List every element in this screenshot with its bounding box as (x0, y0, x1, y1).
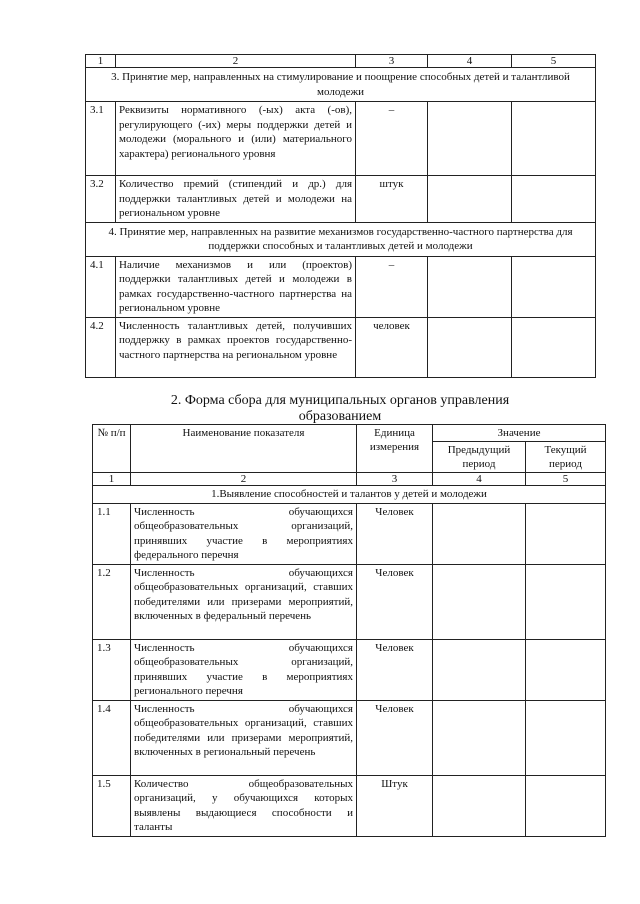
indicators-table-regional (85, 54, 596, 378)
row-number: 4.2 (86, 317, 116, 377)
indicator-name: Численность обучающихся общеобразовательных организаций, ставших победителями или призерами мероприятий, включенных в федеральный перечень (131, 564, 357, 639)
value-cell (433, 775, 526, 836)
indicator-name: Количество общеобразовательных организаций, у обучающихся которых выявлены выдающиеся способности и таланты (131, 775, 357, 836)
column-number-cell: 5 (512, 55, 596, 68)
value-cell (428, 317, 512, 377)
column-number-cell: 5 (526, 473, 606, 486)
value-cell (428, 256, 512, 317)
section-title: 1.Выявление способностей и талантов у детей и молодежи (93, 486, 606, 504)
indicator-name: Реквизиты нормативного (-ых) акта (-ов), регулирующего (-их) меры поддержки детей и молодежи (морального и (или) материального характера) регионального уровня (116, 102, 356, 176)
value-cell (526, 503, 606, 564)
row-number: 1.4 (93, 700, 131, 775)
column-header-value: Значение (433, 425, 606, 442)
column-number-cell: 3 (357, 473, 433, 486)
column-number-cell: 2 (131, 473, 357, 486)
table-row (93, 700, 606, 775)
table-row (93, 775, 606, 836)
unit-cell: Штук (357, 775, 433, 836)
row-number: 1.1 (93, 503, 131, 564)
column-number-cell: 2 (116, 55, 356, 68)
value-cell (526, 639, 606, 700)
unit-cell: Человек (357, 564, 433, 639)
table-row (86, 176, 596, 223)
form-heading: 2. Форма сбора для муниципальных органов управления образованием (170, 393, 510, 424)
section-row (93, 486, 606, 504)
column-header-unit: Единица измерения (357, 425, 433, 473)
indicators-table-municipal (92, 424, 606, 837)
column-number-cell: 3 (356, 55, 428, 68)
value-cell (526, 775, 606, 836)
row-number: 4.1 (86, 256, 116, 317)
value-cell (433, 503, 526, 564)
row-number: 3.2 (86, 176, 116, 223)
row-number: 1.2 (93, 564, 131, 639)
value-cell (526, 700, 606, 775)
table-row (93, 564, 606, 639)
value-cell (526, 564, 606, 639)
unit-cell: Человек (357, 503, 433, 564)
table-row (93, 503, 606, 564)
value-cell (428, 176, 512, 223)
section-title: 3. Принятие мер, направленных на стимулирование и поощрение способных детей и талантливой молодежи (86, 68, 596, 102)
value-cell (512, 317, 596, 377)
table-row (86, 102, 596, 176)
table-row (86, 256, 596, 317)
indicator-name: Количество премий (стипендий и др.) для поддержки талантливых детей и молодежи на региональном уровне (116, 176, 356, 223)
section-row (86, 68, 596, 102)
value-cell (433, 564, 526, 639)
table-row (93, 639, 606, 700)
section-row (86, 222, 596, 256)
table-header-row (86, 55, 596, 68)
row-number: 1.3 (93, 639, 131, 700)
row-number: 1.5 (93, 775, 131, 836)
section-title: 4. Принятие мер, направленных на развитие механизмов государственно-частного партнерства для поддержки способных и талантливых детей и молодежи (86, 222, 596, 256)
unit-cell: Человек (357, 639, 433, 700)
column-number-cell: 4 (433, 473, 526, 486)
row-number: 3.1 (86, 102, 116, 176)
value-cell (433, 700, 526, 775)
column-header-previous-period: Предыдущий период (433, 442, 526, 473)
unit-cell: Человек (357, 700, 433, 775)
column-number-cell: 1 (93, 473, 131, 486)
value-cell (428, 102, 512, 176)
column-header-number: № п/п (93, 425, 131, 473)
column-number-cell: 4 (428, 55, 512, 68)
indicator-name: Численность обучающихся общеобразовательных организаций, принявших участие в мероприятиях регионального перечня (131, 639, 357, 700)
value-cell (512, 102, 596, 176)
unit-cell: штук (356, 176, 428, 223)
unit-cell: человек (356, 317, 428, 377)
indicator-name: Численность талантливых детей, получивших поддержку в рамках проектов государственно-частного партнерства на региональном уровне (116, 317, 356, 377)
table-row (86, 317, 596, 377)
value-cell (433, 639, 526, 700)
column-header-name: Наименование показателя (131, 425, 357, 473)
indicator-name: Численность обучающихся общеобразовательных организаций, принявших участие в мероприятиях федерального перечня (131, 503, 357, 564)
indicator-name: Наличие механизмов и или (проектов) поддержки талантливых детей и молодежи в рамках государственно-частного партнерства на региональном уровне (116, 256, 356, 317)
column-number-cell: 1 (86, 55, 116, 68)
value-cell (512, 176, 596, 223)
value-cell (512, 256, 596, 317)
column-header-current-period: Текущий период (526, 442, 606, 473)
table-header-row (93, 473, 606, 486)
unit-cell: – (356, 256, 428, 317)
indicator-name: Численность обучающихся общеобразовательных организаций, ставших победителями или призерами мероприятий, включенных в региональный перечень (131, 700, 357, 775)
table-header-row (93, 425, 606, 442)
unit-cell: – (356, 102, 428, 176)
